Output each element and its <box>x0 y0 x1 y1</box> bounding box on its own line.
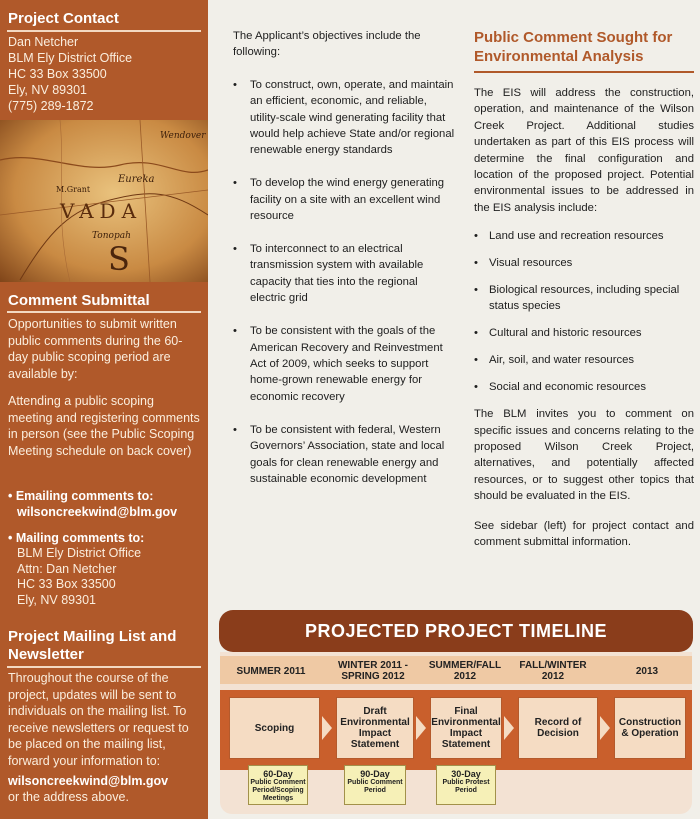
email-label: • Emailing comments to: <box>8 489 154 503</box>
timeline-note <box>344 765 406 805</box>
note-title: 30-Day <box>451 769 481 779</box>
period-label: SUMMER 2011 <box>236 666 306 677</box>
mailing-email-link[interactable]: wilsoncreekwind@blm.gov <box>8 774 169 788</box>
blm-invite: The BLM invites you to comment on specific issues and concerns relating to the proposed Wilson Creek Project, alternatives, and potentially affected resources, or to suggest other topics that should be evaluated in the EIS. <box>474 408 694 503</box>
note-title: 90-Day <box>360 769 390 779</box>
submittal-intro: Opportunities to submit written public comments during the 60-day public scoping period are available by: <box>8 317 183 381</box>
public-comment-column <box>474 28 694 563</box>
contact-phone: (775) 289-1872 <box>8 99 94 113</box>
note-text: Public Comment Period <box>347 779 403 794</box>
mail-address <box>17 546 141 608</box>
sidebar-note: See sidebar (left) for project contact and comment submittal information. <box>474 519 694 548</box>
divider <box>7 311 201 313</box>
list-item: • To construct, own, operate, and maintain an efficient, economic, and reliable, utility-scale wind generating facility that would help achieve State and/or regional renewable energy standards <box>233 77 455 159</box>
mailing-tail: or the address above. <box>8 790 129 804</box>
list-item: • To be consistent with federal, Western Governors’ Association, state and local goals for clean renewable energy and sustainable economic development <box>233 422 455 488</box>
sidebar <box>0 0 208 819</box>
submittal-meeting: Attending a public scoping meeting and registering comments in person (see the Public Scoping Meeting schedule on back cover) <box>8 394 200 458</box>
email-link[interactable]: wilsoncreekwind@blm.gov <box>17 505 178 519</box>
objectives-list <box>233 77 455 488</box>
list-item: • Air, soil, and water resources <box>474 352 694 368</box>
map-label-eureka: Eureka <box>118 174 155 185</box>
divider <box>7 30 201 32</box>
timeline-note <box>248 765 308 805</box>
timeline-step-scoping: Scoping <box>229 697 320 759</box>
arrow-icon <box>416 716 426 740</box>
public-comment-heading: Public Comment Sought for Environmental Analysis <box>474 28 694 73</box>
period-label: 2013 <box>635 666 659 677</box>
objectives-column <box>233 28 455 504</box>
timeline-step-construction: Construction & Operation <box>614 697 686 759</box>
objectives-intro: The Applicant’s objectives include the following: <box>233 30 421 59</box>
map-label-state: VADA <box>60 199 143 223</box>
mail-line: Ely, NV 89301 <box>17 592 96 607</box>
eis-intro: The EIS will address the construction, operation, and maintenance of the Wilson Creek Project. Additional studies undertaken as part of this EIS process will determine the final configuration and location of the proposed project. Potential environmental issues to be addressed in the EIS analysis include: <box>474 87 694 214</box>
mail-label: • Mailing comments to: <box>8 531 145 545</box>
timeline-step-record-of-decision: Record of Decision <box>518 697 598 759</box>
mail-line: HC 33 Box 33500 <box>17 577 116 591</box>
list-item: • Cultural and historic resources <box>474 325 694 341</box>
period-label: WINTER 2011 - SPRING 2012 <box>337 660 409 682</box>
period-label: SUMMER/FALL 2012 <box>428 660 502 682</box>
mail-line: BLM Ely District Office <box>17 546 142 560</box>
list-item: • To develop the wind energy generating facility on a site with an excellent wind resource <box>233 175 455 224</box>
list-item: • Biological resources, including special status species <box>474 282 694 315</box>
contact-address: HC 33 Box 33500 <box>8 67 107 81</box>
list-item: • Land use and recreation resources <box>474 228 694 244</box>
project-contact-heading: Project Contact <box>8 10 119 27</box>
contact-name: Dan Netcher <box>8 35 79 49</box>
map-label-tonopah: Tonopah <box>92 231 131 241</box>
mailing-list-text: Throughout the course of the project, updates will be sent to individuals on the mailing list. To receive newsletters or request to be placed on the mailing list, forward your information to: <box>8 671 189 768</box>
issues-list <box>474 228 694 395</box>
map-label-wendover: Wendover <box>160 131 206 141</box>
timeline-note <box>436 765 496 805</box>
mail-line: Attn: Dan Netcher <box>17 561 117 576</box>
timeline-step-final-eis: Final Environmental Impact Statement <box>430 697 502 759</box>
svg-text:S: S <box>108 240 130 278</box>
list-item: • To interconnect to an electrical transmission system with available capacity that ties into the regional electric grid <box>233 241 455 307</box>
arrow-icon <box>322 716 332 740</box>
note-title: 60-Day <box>263 769 293 779</box>
map-label-mgrant: M.Grant <box>56 185 91 194</box>
arrow-icon <box>600 716 610 740</box>
timeline-step-draft-eis: Draft Environmental Impact Statement <box>336 697 414 759</box>
contact-block <box>8 34 132 114</box>
period-label: FALL/WINTER 2012 <box>519 660 587 682</box>
note-text: Public Protest Period <box>442 779 490 794</box>
contact-office: BLM Ely District Office <box>8 51 133 65</box>
list-item: • Social and economic resources <box>474 379 694 395</box>
divider <box>7 666 201 668</box>
mailing-list-heading: Project Mailing List and Newsletter <box>8 628 177 663</box>
timeline-title: PROJECTED PROJECT TIMELINE <box>219 610 693 652</box>
comment-submittal-heading: Comment Submittal <box>8 292 150 309</box>
arrow-icon <box>504 716 514 740</box>
list-item: • To be consistent with the goals of the American Recovery and Reinvestment Act of 2009, which seeks to support home-grown renewable energy for economic recovery <box>233 323 455 405</box>
contact-city: Ely, NV 89301 <box>8 83 87 97</box>
list-item: • Visual resources <box>474 255 694 271</box>
note-text: Public Comment Period/Scoping Meetings <box>250 779 306 802</box>
nevada-map-image <box>0 120 208 282</box>
